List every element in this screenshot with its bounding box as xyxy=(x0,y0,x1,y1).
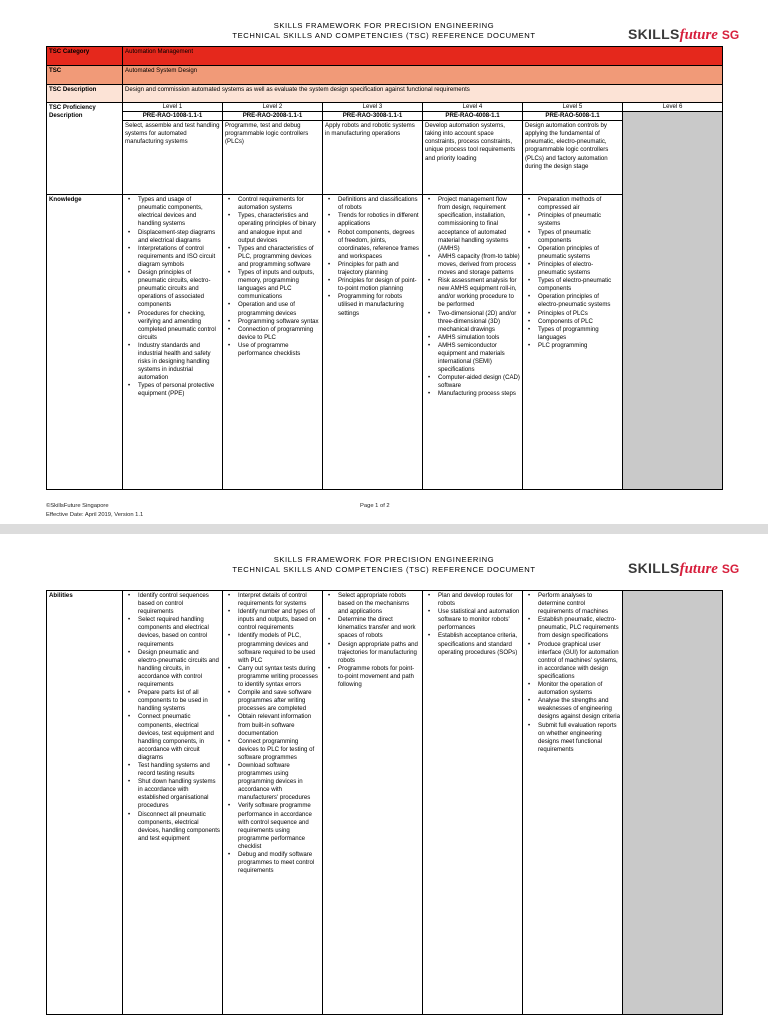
bullet-item: • Robot components, degrees of freedom, joints, coordinates, reference frames and workspaces xyxy=(325,229,420,261)
proficiency-level-5: Design automation controls by applying the fundamental of pneumatic, electro-pneumatic, programmable logic controllers (PLCs) and factory automation during the design stage xyxy=(523,121,623,195)
level-1-header: Level 1 xyxy=(123,103,223,112)
skillsfuture-logo: SKILLSfuture SG xyxy=(628,560,740,577)
bullet-item: • Verify software programme performance in accordance with control sequence and requirements using programme performance checklist xyxy=(225,802,320,851)
bullet-item: • Principles of PLCs xyxy=(525,310,620,318)
bullet-item: • Debug and modify software programmes to meet control requirements xyxy=(225,851,320,875)
bullet-item: • Interpret details of control requirements for systems xyxy=(225,592,320,608)
level-header-row xyxy=(47,103,723,112)
bullet-item: • Monitor the operation of automation systems xyxy=(525,681,620,697)
bullet-item: • Shut down handling systems in accordance with established organisational procedures xyxy=(125,778,220,810)
bullet-item: • Types of programming languages xyxy=(525,326,620,342)
document-page-2 xyxy=(0,534,768,1024)
description-row xyxy=(47,85,723,103)
document-header xyxy=(150,21,618,41)
bullet-item: • Submit full evaluation reports on whether engineering designs meet functional requirements xyxy=(525,722,620,754)
bullet-item: • Control requirements for automation systems xyxy=(225,196,320,212)
bullet-item: • Principles of electro-pneumatic systems xyxy=(525,261,620,277)
bullet-item: • Connection of programming device to PLC xyxy=(225,326,320,342)
abilities-level-1 xyxy=(123,591,223,1015)
bullet-item: • Displacement-step diagrams and electrical diagrams xyxy=(125,229,220,245)
code-row xyxy=(47,112,723,121)
bullet-item: • Establish acceptance criteria, specifications and standard operating procedures (SOPs) xyxy=(425,632,520,656)
bullet-item: • Connect pneumatic components, electrical devices, test equipment and handling components, in accordance with circuit diagrams xyxy=(125,713,220,762)
description-label: TSC Description xyxy=(47,85,123,103)
abilities-row xyxy=(47,591,723,1015)
bullet-item: • Operation principles of pneumatic systems xyxy=(525,245,620,261)
bullet-item: • Connect programming devices to PLC for testing of software programmes xyxy=(225,738,320,762)
bullet-item: • AMHS simulation tools xyxy=(425,334,520,342)
footer-effective-date: Effective Date: April 2019, Version 1.1 xyxy=(46,511,144,518)
level-6-shaded-cell xyxy=(623,112,723,490)
bullet-item: • Use statistical and automation software to monitor robots' performances xyxy=(425,608,520,632)
bullet-item: • Types of pneumatic components xyxy=(525,229,620,245)
category-value: Automation Management xyxy=(123,47,723,66)
description-value: Design and commission automated systems as well as evaluate the system design specification against functional requirements xyxy=(123,85,723,103)
level-5-header: Level 5 xyxy=(523,103,623,112)
bullet-item: • Interpretations of control requirements and ISO circuit diagram symbols xyxy=(125,245,220,269)
knowledge-level-5 xyxy=(523,195,623,490)
bullet-item: • Types, characteristics and operating principles of binary and analogue input and output devices xyxy=(225,212,320,244)
bullet-item: • Industry standards and industrial health and safety risks in designing handling systems in industrial automation xyxy=(125,342,220,382)
bullet-item: • Principles for design of point-to-point motion planning xyxy=(325,277,420,293)
bullet-item: • Obtain relevant information from built-in software documentation xyxy=(225,713,320,737)
bullet-item: • Types and usage of pneumatic components, electrical devices and handling systems xyxy=(125,196,220,228)
knowledge-level-2 xyxy=(223,195,323,490)
bullet-item: • Principles of pneumatic systems xyxy=(525,212,620,228)
bullet-item: • Design pneumatic and electro-pneumatic circuits and handling circuits, in accordance with control requirements xyxy=(125,649,220,689)
abilities-level-3 xyxy=(323,591,423,1015)
header-line-1: SKILLS FRAMEWORK FOR PRECISION ENGINEERING xyxy=(273,21,495,30)
knowledge-row xyxy=(47,195,723,490)
bullet-item: • Determine the direct kinematics transfer and work spaces of robots xyxy=(325,616,420,640)
knowledge-label: Knowledge xyxy=(47,195,123,490)
tsc-table-page-1 xyxy=(46,46,723,490)
document-header xyxy=(150,555,618,575)
level-4-code: PRE-RAO-4008-1.1 xyxy=(423,112,523,121)
tsc-table-page-2 xyxy=(46,590,723,1015)
bullet-item: • Programme robots for point-to-point movement and path following xyxy=(325,665,420,689)
bullet-item: • AMHS capacity (from-to table) moves, derived from process moves and storage patterns xyxy=(425,253,520,277)
bullet-item: • Select required handling components and electrical devices, based on control requirements xyxy=(125,616,220,648)
bullet-item: • Definitions and classifications of robots xyxy=(325,196,420,212)
proficiency-level-4: Develop automation systems, taking into account space constraints, process constraints, unique process tool requirements and priority loading xyxy=(423,121,523,195)
bullet-item: • Programming software syntax xyxy=(225,318,320,326)
bullet-item: • Manufacturing process steps xyxy=(425,390,520,398)
bullet-item: • Perform analyses to determine control requirements of machines xyxy=(525,592,620,616)
bullet-item: • Plan and develop routes for robots xyxy=(425,592,520,608)
bullet-item: • Carry out syntax tests during programme writing processes to identify syntax errors xyxy=(225,665,320,689)
bullet-item: • Types of personal protective equipment (PPE) xyxy=(125,382,220,398)
bullet-item: • Operation and use of programming devices xyxy=(225,301,320,317)
header-line-1: SKILLS FRAMEWORK FOR PRECISION ENGINEERING xyxy=(273,555,495,564)
level-3-code: PRE-RAO-3008-1.1-1 xyxy=(323,112,423,121)
level-1-code: PRE-RAO-1008-1.1-1 xyxy=(123,112,223,121)
category-row xyxy=(47,47,723,66)
abilities-level-5 xyxy=(523,591,623,1015)
bullet-item: • Select appropriate robots based on the mechanisms and applications xyxy=(325,592,420,616)
bullet-item: • Computer-aided design (CAD) software xyxy=(425,374,520,390)
bullet-item: • Procedures for checking, verifying and amending completed pneumatic control circuits xyxy=(125,310,220,342)
bullet-item: • Principles for path and trajectory planning xyxy=(325,261,420,277)
footer-copyright: ©SkillsFuture Singapore xyxy=(46,503,109,509)
abilities-level-2 xyxy=(223,591,323,1015)
tsc-value: Automated System Design xyxy=(123,66,723,85)
proficiency-level-1: Select, assemble and test handling systems for automated manufacturing systems xyxy=(123,121,223,195)
proficiency-level-3: Apply robots and robotic systems in manufacturing operations xyxy=(323,121,423,195)
knowledge-level-1 xyxy=(123,195,223,490)
footer-left xyxy=(46,502,143,519)
bullet-item: • Produce graphical user interface (GUI) for automation control of machines' systems, in accordance with design specifications xyxy=(525,641,620,681)
bullet-item: • Project management flow from design, requirement specification, installation, commissioning to final acceptance of automated material handling systems (AMHS) xyxy=(425,196,520,253)
bullet-item: • Preparation methods of compressed air xyxy=(525,196,620,212)
bullet-item: • Compile and save software programmes after writing processes are completed xyxy=(225,689,320,713)
category-label: TSC Category xyxy=(47,47,123,66)
bullet-item: • Test handling systems and record testing results xyxy=(125,762,220,778)
level-2-code: PRE-RAO-2008-1.1-1 xyxy=(223,112,323,121)
bullet-item: • Types of electro-pneumatic components xyxy=(525,277,620,293)
bullet-item: • Establish pneumatic, electro-pneumatic, PLC requirements from design specifications xyxy=(525,616,620,640)
level-2-header: Level 2 xyxy=(223,103,323,112)
proficiency-level-2: Programme, test and debug programmable logic controllers (PLCs) xyxy=(223,121,323,195)
abilities-level-4 xyxy=(423,591,523,1015)
abilities-label: Abilities xyxy=(47,591,123,1015)
bullet-item: • Design appropriate paths and trajectories for manufacturing robots xyxy=(325,641,420,665)
bullet-item: • Prepare parts list of all components to be used in handling systems xyxy=(125,689,220,713)
tsc-row xyxy=(47,66,723,85)
level-4-header: Level 4 xyxy=(423,103,523,112)
bullet-item: • Identify control sequences based on control requirements xyxy=(125,592,220,616)
level-6-header: Level 6 xyxy=(623,103,723,112)
bullet-item: • Design principles of pneumatic circuits, electro-pneumatic circuits and operations of associated components xyxy=(125,269,220,309)
bullet-item: • Identify number and types of inputs and outputs, based on control requirements xyxy=(225,608,320,632)
tsc-label: TSC xyxy=(47,66,123,85)
bullet-item: • Download software programmes using programming devices in accordance with manufacturers' procedures xyxy=(225,762,320,802)
bullet-item: • PLC programming xyxy=(525,342,620,350)
footer-page-number: Page 1 of 2 xyxy=(360,503,390,509)
bullet-item: • Components of PLC xyxy=(525,318,620,326)
bullet-item: • Programming for robots utilised in manufacturing settings xyxy=(325,293,420,317)
header-line-2: TECHNICAL SKILLS AND COMPETENCIES (TSC) REFERENCE DOCUMENT xyxy=(232,565,536,574)
bullet-item: • Types and characteristics of PLC, programming devices and programming software xyxy=(225,245,320,269)
bullet-item: • Types of inputs and outputs, memory, programming languages and PLC communications xyxy=(225,269,320,301)
level-6-shaded-cell xyxy=(623,591,723,1015)
level-5-code: PRE-RAO-5008-1.1 xyxy=(523,112,623,121)
bullet-item: • Identify models of PLC, programming devices and software required to be used with PLC xyxy=(225,632,320,664)
proficiency-label: TSC Proficiency Description xyxy=(47,103,123,195)
bullet-item: • Analyse the strengths and weaknesses of engineering designs against design criteria xyxy=(525,697,620,721)
proficiency-row xyxy=(47,121,723,195)
bullet-item: • Operation principles of electro-pneumatic systems xyxy=(525,293,620,309)
knowledge-level-4 xyxy=(423,195,523,490)
bullet-item: • Risk assessment analysis for new AMHS equipment roll-in, and/or working procedure to be performed xyxy=(425,277,520,309)
bullet-item: • Disconnect all pneumatic components, electrical devices, handling components and test equipment xyxy=(125,811,220,843)
bullet-item: • Use of programme performance checklists xyxy=(225,342,320,358)
header-line-2: TECHNICAL SKILLS AND COMPETENCIES (TSC) REFERENCE DOCUMENT xyxy=(232,31,536,40)
bullet-item: • Trends for robotics in different applications xyxy=(325,212,420,228)
skillsfuture-logo: SKILLSfuture SG xyxy=(628,26,740,43)
bullet-item: • Two-dimensional (2D) and/or three-dimensional (3D) mechanical drawings xyxy=(425,310,520,334)
level-3-header: Level 3 xyxy=(323,103,423,112)
knowledge-level-3 xyxy=(323,195,423,490)
bullet-item: • AMHS semiconductor equipment and materials international (SEMI) specifications xyxy=(425,342,520,374)
